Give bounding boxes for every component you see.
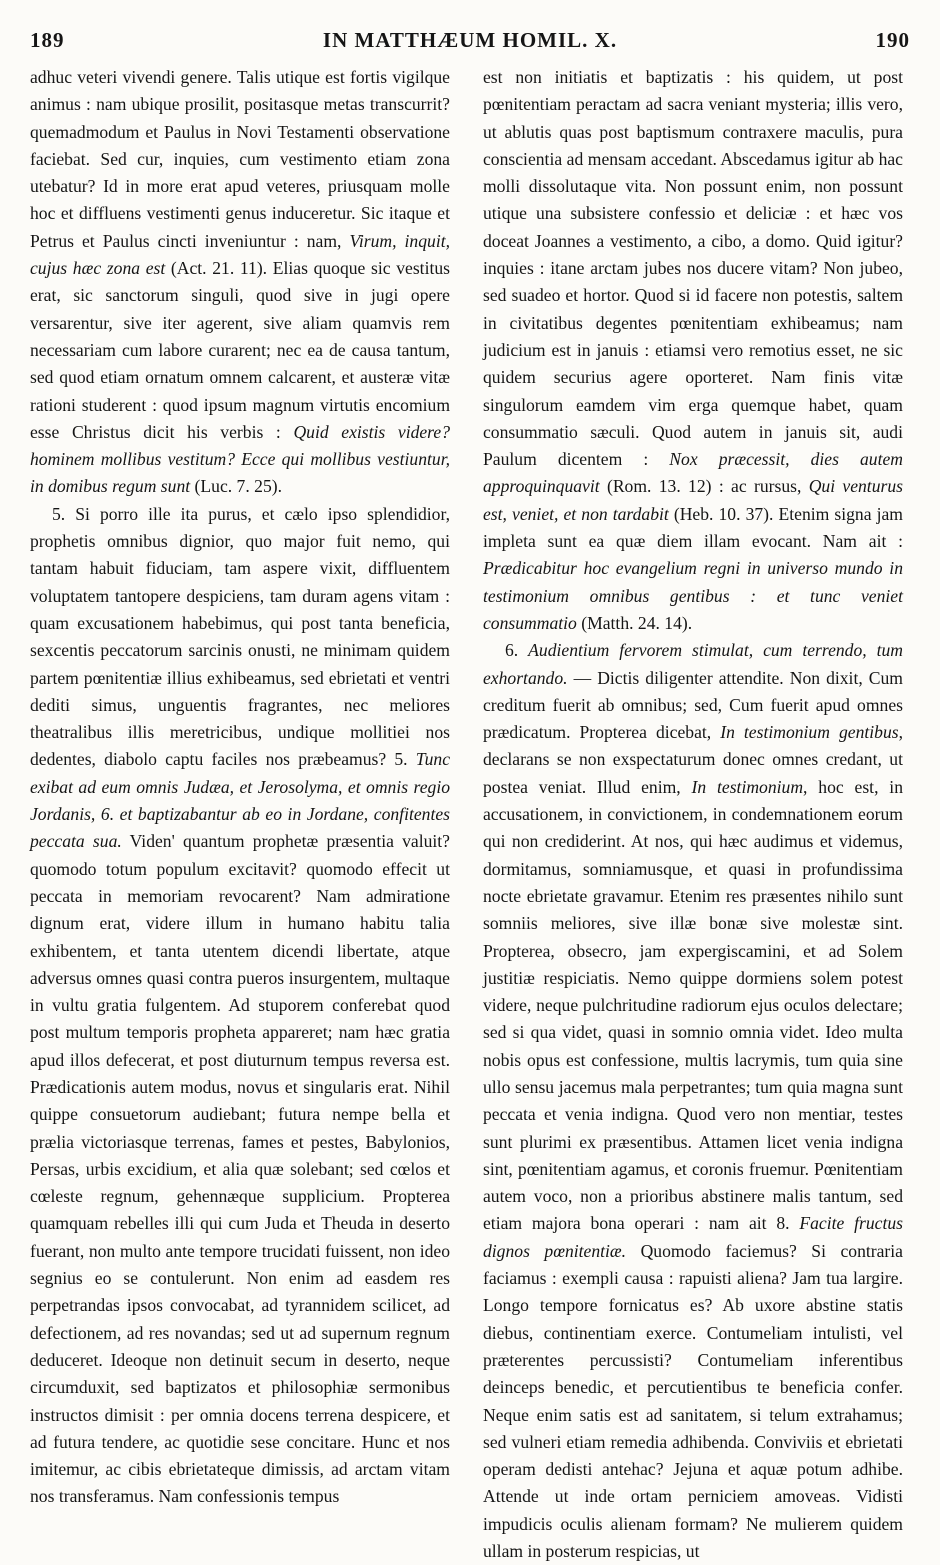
text-run: (Heb. 10. 37). Etenim signa jam impleta sunt ea quæ diem illam evocant. Nam ait : [483, 503, 903, 552]
italic-citation: In testimonium gentibus [720, 722, 899, 743]
italic-citation: Prædicabitur hoc evangelium regni in universo mundo in testimonium omnibus gentibus : et tunc veniet consummatio [483, 558, 903, 633]
text-run: (Act. 21. 11). Elias quoque sic vestitus erat, sic sanctorum singuli, quod sive in jugi opere versarentur, sive iter agerent, sive aliam quamvis rem necessariam cum labore curarent; nec ea de causa tantum, sed quod etiam ornatum omnem calcarent, et austeræ vitæ rationi studerent : quod ipsum magnum virtutis encomium esse Christus dicit his verbis : [30, 258, 450, 442]
italic-citation: Virum, inquit, cujus hæc zona est [30, 230, 450, 279]
paragraph [30, 64, 450, 501]
paragraph [30, 501, 450, 1511]
text-run: adhuc veteri vivendi genere. Talis utique est fortis vigilque animus : nam ubique prosilit, positasque metas transcurrit? quemadmodum et Paulus in Novi Testamenti observatione faciebat. Sed cur, inquies, cum vestimento etiam zona utebatur? Id in more erat apud veteres, priusquam molle hoc et diffluens vestimenti genus induceretur. Sic itaque et Petrus et Paulus cincti inveniuntur : nam, [30, 67, 450, 251]
right-column [483, 64, 903, 1565]
text-run: 6. [505, 640, 529, 661]
italic-citation: Facite fructus dignos pœnitentiæ. [483, 1213, 903, 1261]
page-number-left: 189 [30, 28, 65, 52]
text-run: (Rom. 13. 12) : ac rursus, [599, 476, 809, 497]
text-run: , declarans se non exspectaturum donec omnes credant, ut postea veniat. Illud enim, [483, 722, 904, 797]
text-run: Quomodo faciemus? Si contraria faciamus : exempli causa : rapuisti aliena? Jam tua largire. Longo tempore fornicatus es? Ab uxore abstine statis diebus, continentiam exerce. Contumeliam intulisti, vel præterentes percussisti? Contumeliam inferentibus deinceps benedic, et percutientibus te beneficia confer. Neque enim satis est ad sanitatem, si telum extrahamus; sed vulneri etiam remedia adhibenda. Conviviis et ebrietati operam dedisti antehac? Jejuna et aquæ potum adhibe. Attende ut inde ortam perniciem amoveas. Vidisti impudicis oculis alienam formam? Ne mulierem quidem ullam in posterum respicias, ut [483, 1240, 903, 1562]
running-header [30, 28, 910, 58]
text-run: (Luc. 7. 25). [190, 476, 282, 497]
italic-citation: Tunc exibat ad eum omnis Judæa, et Jerosolyma, et omnis regio Jordanis, 6. et baptizabantur ab eo in Jordane, confitentes peccata sua. [30, 749, 450, 852]
text-run: 5. Si porro ille ita purus, et cælo ipso splendidior, prophetis omnibus dignior, quo major fuit nemo, qui tantam habuit fiduciam, tam aspere vixit, diffluentem voluptatem tantopere despiciens, tam duram agens vitam : quam excusationem habebimus, qui post tanta beneficia, sexcentis peccatorum sarcinis onusti, ne minimam quidem partem pœnitentiæ illius exhibeamus, sed ebrietati et ventri dediti simus, unguentis fragrantes, nec meliores theatralibus illis meretricibus, undique mollitiei nos dedentes, diabolo captu faciles nos præbeamus? 5. [30, 503, 450, 770]
italic-citation: Nox præcessit, dies autem approquinquavit [483, 449, 903, 497]
text-run: Viden' quantum prophetæ præsentia valuit? quomodo totum populum excitavit? quomodo effecit ut peccata in memoriam revocarent? Nam admiratione dignum erat, videre illum in humano habitu talia exhibentem, et tanta utentem dicendi libertate, atque adversus omnes quasi contra pueros insurgentem, multaque in vultu gratia fulgentem. Ad stuporem conferebat quod post multum temporis propheta appareret; nam hæc gratia apud illos defecerat, et post diuturnum tempus reversa est. Prædicationis autem modus, novus et singularis erat. Nihil quippe consuetorum audiebant; futura nempe bella et prælia victoriasque terrenas, fames et pestes, Babylonios, Persas, urbis excidium, et alia quæ solebant; sed cœlos et cœleste regnum, gehennæque supplicium. Propterea quamquam rebelles illi qui cum Juda et Theuda in deserto fuerant, non multo ante tempore trucidati fuissent, non ideo segnius eo se contulerunt. Non enim ad easdem res perpetrandas ipsos convocabat, ad tyrannidem scilicet, ad defectionem, ad res novandas; sed ut ad supernum regnum deduceret. Ideoque non detinuit secum in deserto, neque circumduxit, sed baptizatos et philosophiæ sermonibus instructos dimisit : per omnia docens terrena despicere, et ad futura tendere, ac quotidie sese concitare. Hunc et nos imitemur, ac cibis ebrietateque dimissis, ad arctam vitam nos transferamus. Nam confessionis tempus [30, 831, 450, 1507]
paragraph [483, 64, 903, 637]
italic-section-heading: Audientium fervorem stimulat, cum terrendo, tum exhortando. [483, 640, 904, 688]
italic-citation: Qui venturus est, veniet, et non tardabit [483, 476, 903, 524]
text-run: — Dictis diligenter attendite. Non dixit, Cum creditum fuerit ab omnibus; sed, Cum fuerit apud omnes prædicatum. Propterea dicebat, [483, 667, 903, 743]
running-title: IN MATTHÆUM HOMIL. X. [322, 28, 618, 52]
paragraph [483, 637, 903, 1565]
italic-citation: Quid existis videre? hominem mollibus vestitum? Ecce qui mollibus vestiuntur, in domibus regum sunt [30, 421, 450, 497]
page-number-right: 190 [875, 28, 910, 52]
text-run: est non initiatis et baptizatis : his quidem, ut post pœnitentiam peractam ad sacra veniant mysteria; illis vero, ut ablutis quas post baptismum contraxere maculis, pura conscientia ad mensam accedant. Abscedamus igitur ab hac molli dissolutaque vita. Non possunt enim, non possunt utique una subsistere confessio et deliciæ : et hæc vos doceat Joannes a vestimento, a cibo, a domo. Quid igitur? inquies : itane arctam jubes nos ducere vitam? Non jubeo, sed suadeo et hortor. Quod si id facere non potestis, saltem in civitatibus degentes pœnitentiam exhibeamus; nam judicium est in januis : etiamsi vero remotius esset, ne sic quidem securius agere oporteret. Nam finis vitæ singulorum eamdem vim erga quemque habet, quam consummatio sæculi. Quod autem in januis sit, audi Paulum dicentem : [483, 67, 903, 470]
italic-citation: In testimonium [691, 776, 804, 797]
left-column [30, 64, 450, 1511]
text-run: , hoc est, in accusationem, in convictionem, in condemnationem eorum qui non crediderint. At nos, qui hæc audimus et videmus, dormitamus, somniamusque, et quasi in profundissima nocte ebrietate gravamur. Etenim res præsentes nihilo sunt somniis meliores, sive illæ bonæ sive molestæ sint. Propterea, obsecro, jam expergiscamini, et ad Solem justitiæ respiciatis. Nemo quippe dormiens solem potest videre, neque pulchritudine radiorum ejus oculos delectare; sed si qua videt, quasi in somnio omnia videt. Ideo multa nobis opus est confessione, multis lacrymis, tum quia sine ullo sensu jacemus mala perpetrantes; tum quia magna sunt peccata et venia indigna. Quod vero non mentiar, testes sunt plurimi ex præsentibus. Attamen licet venia indigna sint, pœnitentiam agamus, et coronis fruemur. Pœnitentiam autem voco, non a prioribus abstinere malis tantum, sed etiam majora bona operari : nam ait 8. [483, 776, 903, 1234]
text-run: (Matth. 24. 14). [576, 612, 693, 633]
